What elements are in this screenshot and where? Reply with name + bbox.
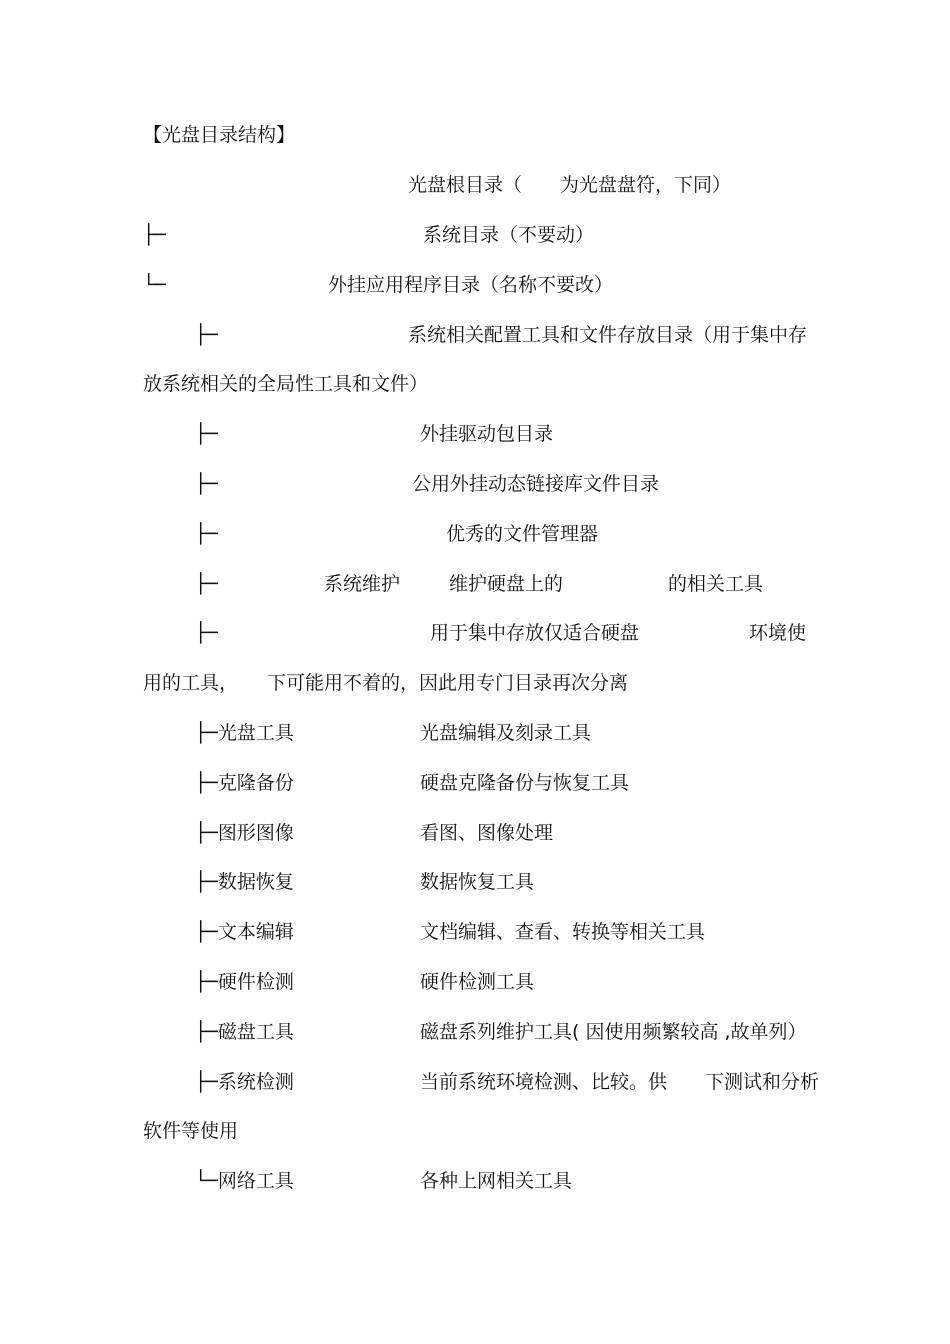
tool-desc: 文档编辑、查看、转换等相关工具 bbox=[420, 921, 706, 943]
tool-name: ├─图形图像 bbox=[195, 822, 294, 844]
tree-branch: ├─ bbox=[195, 573, 218, 595]
maintenance-label-a: 系统维护 bbox=[324, 573, 401, 595]
hdd-only-continued-a: 用的工具， bbox=[143, 672, 239, 694]
file-manager-label: 优秀的文件管理器 bbox=[446, 523, 599, 545]
tool-name: └─网络工具 bbox=[195, 1170, 294, 1192]
tree-branch: ├─ bbox=[195, 473, 218, 495]
root-dir-line: 光盘根目录（ 为光盘盘符，下同） bbox=[408, 174, 732, 196]
tool-desc: 磁盘系列维护工具( 因使用频繁较高 ,故单列） bbox=[420, 1021, 807, 1043]
tool-desc: 光盘编辑及刻录工具 bbox=[420, 722, 592, 744]
tool-desc: 硬件检测工具 bbox=[420, 971, 535, 993]
config-dir-continued: 放系统相关的全局性工具和文件） bbox=[143, 373, 429, 395]
tool-desc: 硬盘克隆备份与恢复工具 bbox=[420, 772, 630, 794]
tool-name: ├─系统检测 bbox=[195, 1071, 294, 1093]
tree-branch: ├─ bbox=[195, 523, 218, 545]
tool-desc-continued: 软件等使用 bbox=[143, 1120, 239, 1142]
tool-name: ├─光盘工具 bbox=[195, 722, 294, 744]
maintenance-label-c: 的相关工具 bbox=[668, 573, 764, 595]
dll-dir-label: 公用外挂动态链接库文件目录 bbox=[412, 473, 660, 495]
tool-name: ├─文本编辑 bbox=[195, 921, 294, 943]
driver-dir-label: 外挂驱动包目录 bbox=[420, 423, 554, 445]
tree-branch: ├─ bbox=[195, 622, 218, 644]
tree-branch: ├─ bbox=[195, 324, 218, 346]
tool-name: ├─克隆备份 bbox=[195, 772, 294, 794]
system-dir-label: 系统目录（不要动） bbox=[423, 224, 595, 246]
tool-desc: 各种上网相关工具 bbox=[420, 1170, 573, 1192]
tree-branch: ├─ bbox=[143, 224, 166, 246]
tool-name: ├─磁盘工具 bbox=[195, 1021, 294, 1043]
tree-branch: └─ bbox=[143, 274, 166, 296]
tool-name: ├─硬件检测 bbox=[195, 971, 294, 993]
section-heading: 【光盘目录结构】 bbox=[143, 124, 296, 146]
hdd-only-label-b: 环境使 bbox=[749, 622, 807, 644]
maintenance-label-b: 维护硬盘上的 bbox=[449, 573, 564, 595]
tool-desc: 数据恢复工具 bbox=[420, 871, 535, 893]
tool-desc: 当前系统环境检测、比较。供 下测试和分析 bbox=[420, 1071, 820, 1093]
apps-dir-label: 外挂应用程序目录（名称不要改） bbox=[328, 274, 614, 296]
tool-desc: 看图、图像处理 bbox=[420, 822, 554, 844]
hdd-only-label-a: 用于集中存放仅适合硬盘 bbox=[430, 622, 640, 644]
config-dir-label: 系统相关配置工具和文件存放目录（用于集中存 bbox=[408, 324, 808, 346]
hdd-only-continued-b: 下可能用不着的，因此用专门目录再次分离 bbox=[267, 672, 629, 694]
tree-branch: ├─ bbox=[195, 423, 218, 445]
tool-name: ├─数据恢复 bbox=[195, 871, 294, 893]
